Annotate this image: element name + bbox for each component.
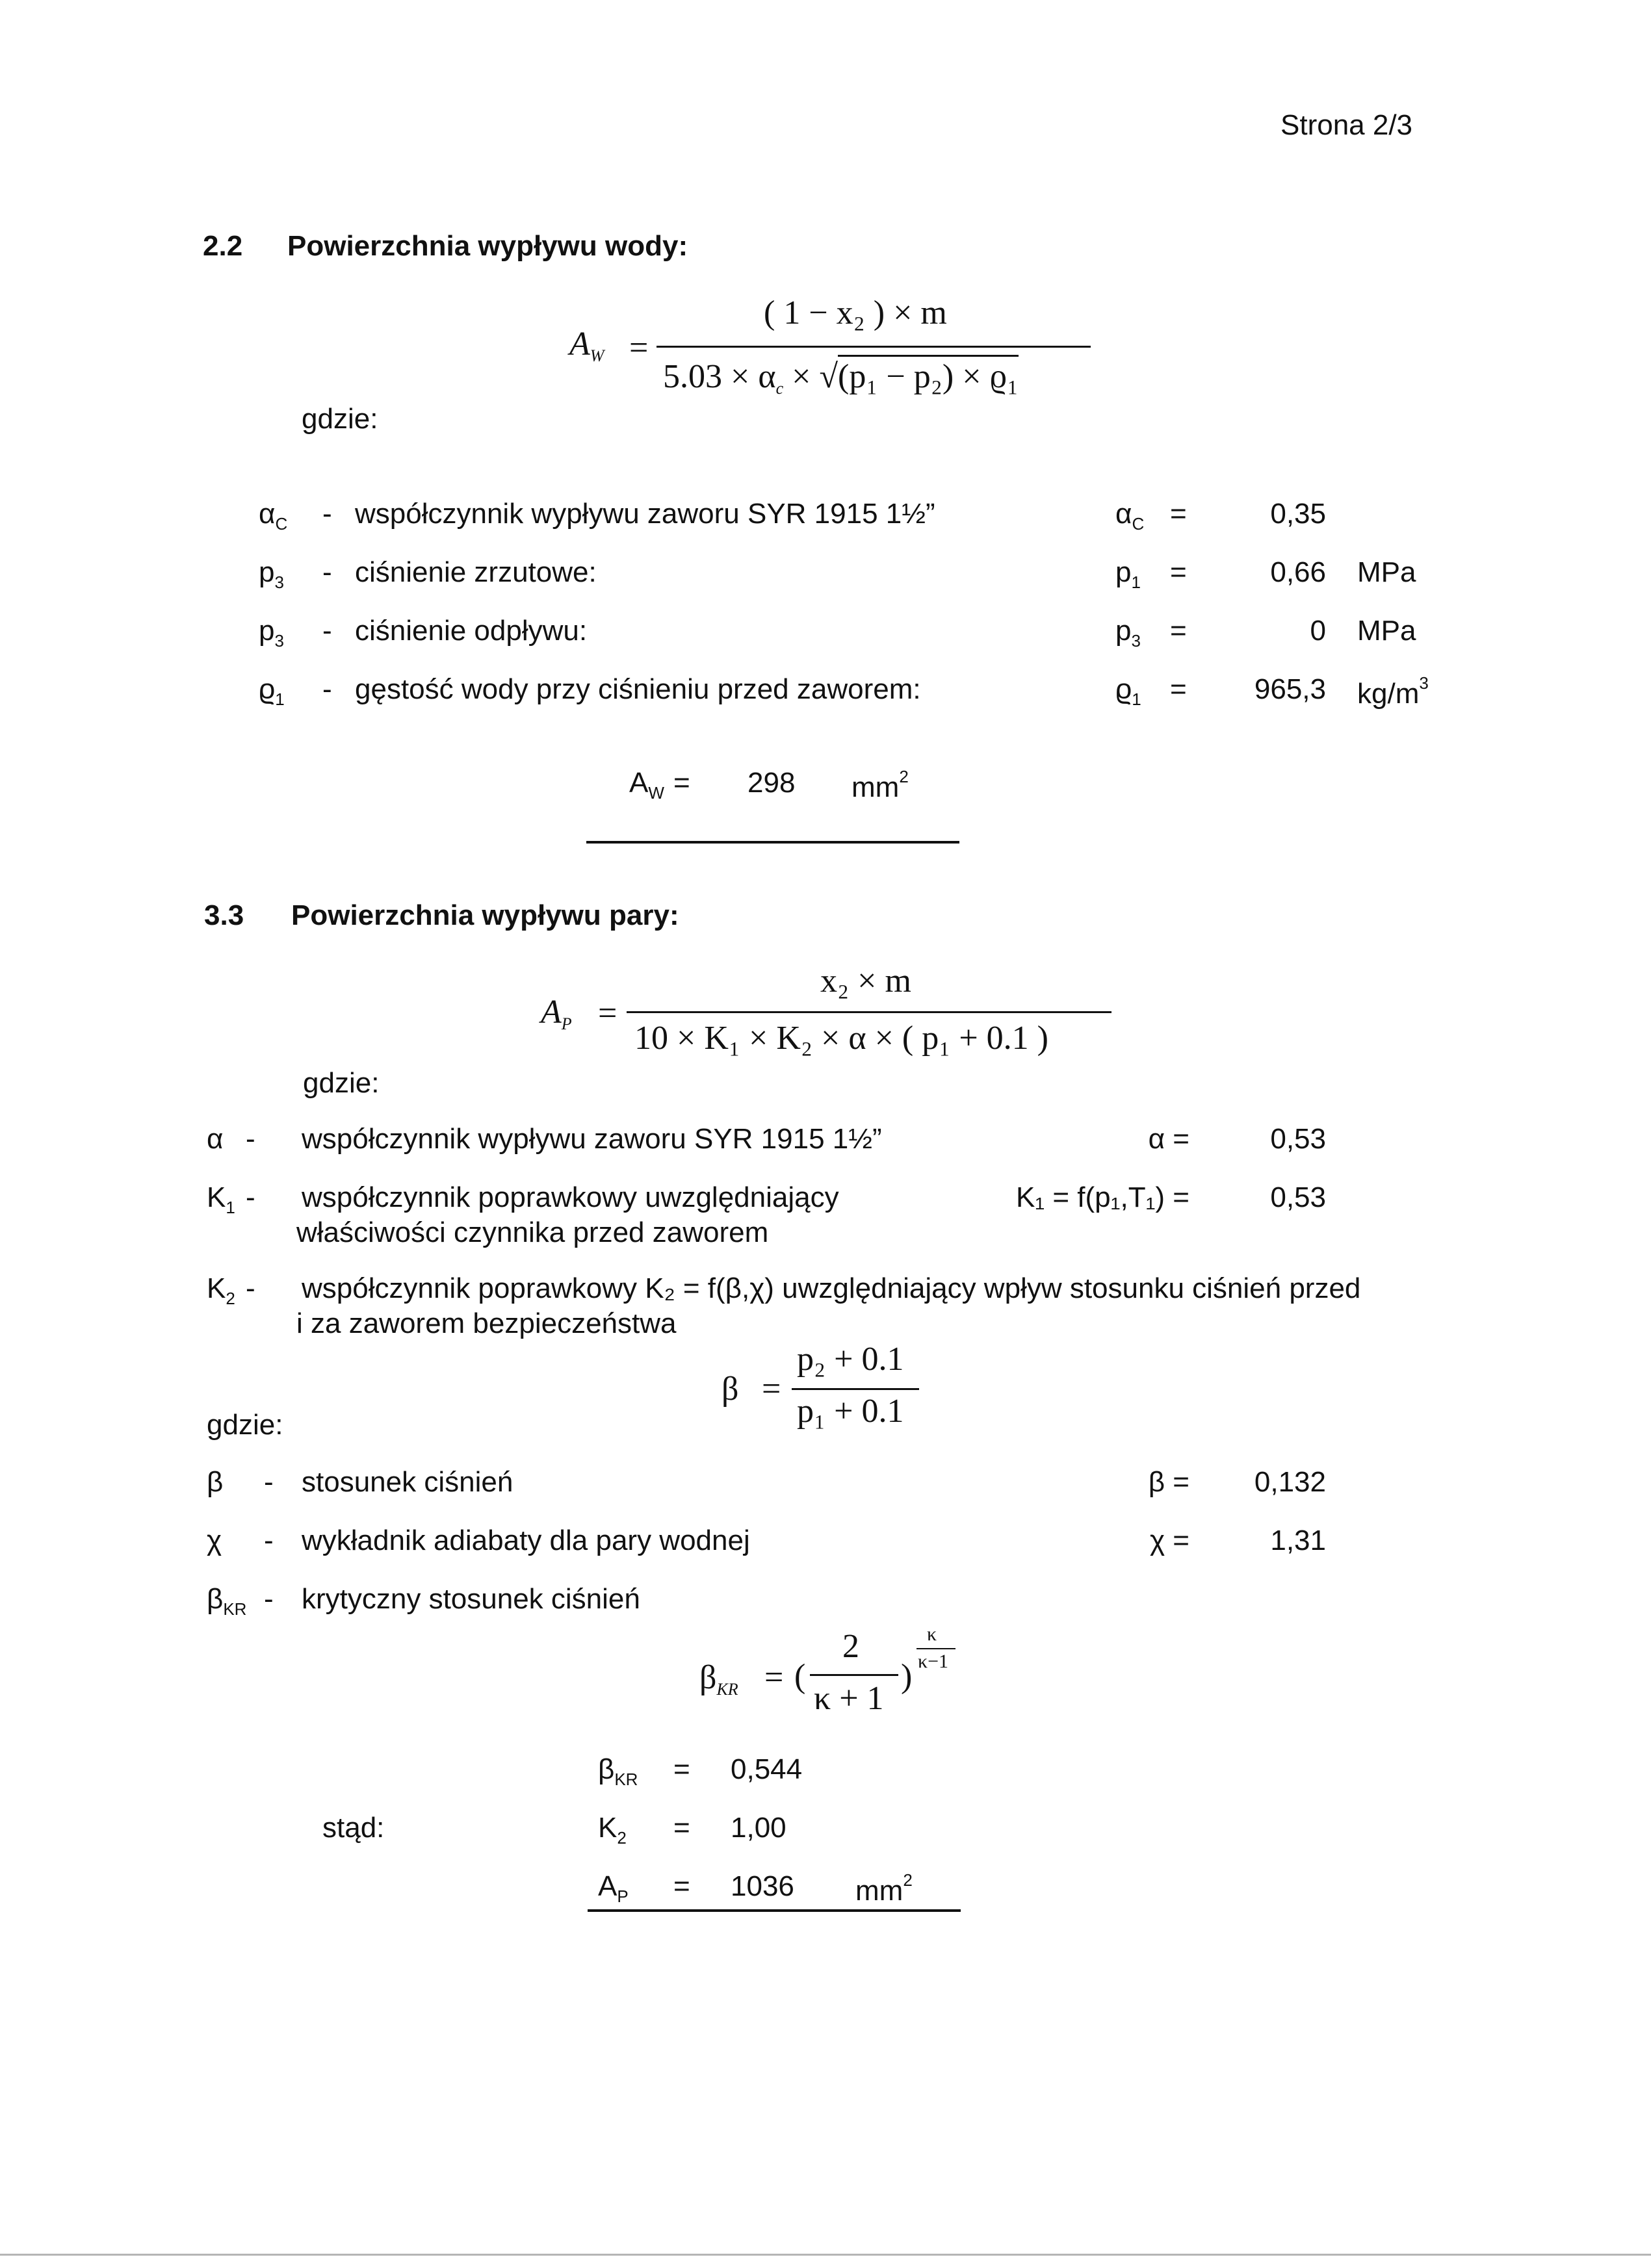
param-right-label: χ =: [1149, 1525, 1190, 1556]
param-symbol: $\alpha_C$: [259, 498, 288, 534]
param-right-symbol: $p_3$: [1115, 615, 1141, 651]
param-value: 965,3: [1254, 673, 1326, 705]
param-symbol: $p_3$: [259, 556, 284, 592]
section-number: 2.2: [203, 230, 243, 262]
where-label: gdzie:: [302, 403, 378, 435]
param-right-label: K₁ = f(p₁,T₁) =: [1015, 1181, 1190, 1213]
param-dash: -: [246, 1181, 255, 1213]
result-value: 1,00: [731, 1812, 786, 1844]
param-value: 1,31: [1270, 1525, 1326, 1556]
param-symbol: $K_2$: [207, 1272, 235, 1308]
beta-formula-denominator: p₁ + 0.1: [797, 1393, 904, 1430]
param-dash: -: [322, 498, 332, 530]
result-equals: =: [673, 1753, 690, 1785]
section-heading: Powierzchnia wypływu pary:: [291, 899, 679, 931]
param-right-label: β =: [1148, 1466, 1190, 1498]
results-label: stąd:: [322, 1812, 385, 1844]
fraction-line: [810, 1674, 898, 1676]
param-symbol: $K_1$: [207, 1181, 235, 1217]
result-symbol: $A_P$: [598, 1870, 629, 1906]
param-unit: MPa: [1357, 615, 1416, 647]
param-equals: =: [1170, 498, 1187, 530]
page-number: Strona 2/3: [1280, 109, 1413, 141]
param-dash: -: [264, 1583, 274, 1615]
param-symbol: $ϱ_1$: [259, 673, 285, 709]
param-symbol: χ: [207, 1525, 222, 1556]
result-symbol: $\beta_{KR}$: [598, 1753, 638, 1789]
param-dash: -: [264, 1466, 274, 1498]
bkr-denominator: κ + 1: [814, 1680, 884, 1717]
result-unit: $mm^2$: [852, 767, 909, 803]
bkr-formula-equals: =: [764, 1659, 784, 1696]
beta-formula-numerator: p₂ + 0.1: [797, 1341, 904, 1378]
fraction-line: [656, 346, 1091, 348]
result-symbol: $K_2$: [598, 1812, 627, 1848]
param-value: 0,66: [1270, 556, 1326, 588]
param-equals: =: [1170, 556, 1187, 588]
param-symbol: β: [207, 1466, 224, 1498]
formula-lhs: $A_P$: [541, 994, 572, 1033]
param-symbol: $\beta_{KR}$: [207, 1583, 247, 1619]
param-dash: -: [322, 556, 332, 588]
param-equals: =: [1170, 615, 1187, 647]
param-right-label: α =: [1148, 1123, 1190, 1155]
param-description: ciśnienie zrzutowe:: [355, 556, 597, 588]
param-value: 0,53: [1270, 1123, 1326, 1155]
param-description: stosunek ciśnień: [302, 1466, 514, 1498]
result-value: 0,544: [731, 1753, 803, 1785]
param-unit: $kg/m^3$: [1357, 673, 1429, 710]
param-description-cont: i za zaworem bezpieczeństwa: [296, 1308, 677, 1339]
param-dash: -: [246, 1123, 255, 1155]
beta-formula-lhs: β: [722, 1371, 739, 1408]
bkr-exp-denominator: κ−1: [918, 1651, 949, 1672]
result-value: 1036: [731, 1870, 794, 1902]
param-symbol: $p_3$: [259, 615, 284, 651]
result-underline: [588, 1909, 961, 1912]
param-description: krytyczny stosunek ciśnień: [302, 1583, 640, 1615]
formula-denominator: 10 × K₁ × K₂ × α × ( p₁ + 0.1 ): [634, 1020, 1048, 1057]
param-description: współczynnik wypływu zaworu SYR 1915 1½”: [355, 498, 935, 530]
bkr-exp-numerator: κ: [927, 1623, 937, 1645]
param-dash: -: [322, 615, 332, 647]
param-description: wykładnik adiabaty dla pary wodnej: [302, 1525, 750, 1556]
param-description: gęstość wody przy ciśnieniu przed zaworem:: [355, 673, 921, 705]
section-number: 3.3: [204, 899, 244, 931]
param-description: współczynnik wypływu zaworu SYR 1915 1½”: [302, 1123, 882, 1155]
param-right-symbol: $\alpha_C$: [1115, 498, 1145, 534]
where-label: gdzie:: [207, 1409, 283, 1441]
scan-border: [0, 2254, 1651, 2256]
where-label: gdzie:: [303, 1067, 380, 1099]
param-description-cont: właściwości czynnika przed zaworem: [296, 1217, 769, 1248]
formula-numerator: ( 1 − x₂ ) × m: [764, 294, 947, 331]
result-equals: =: [673, 1870, 690, 1902]
result-equals: =: [673, 767, 690, 799]
param-description: współczynnik poprawkowy uwzględniający: [302, 1181, 839, 1213]
fraction-line: [792, 1388, 919, 1390]
result-unit: $mm^2$: [855, 1870, 913, 1907]
param-value: 0,35: [1270, 498, 1326, 530]
sqrt-icon: √: [819, 358, 838, 395]
param-right-symbol: $p_1$: [1115, 556, 1141, 592]
formula-equals: =: [629, 329, 649, 367]
param-value: 0: [1310, 615, 1326, 647]
param-description: współczynnik poprawkowy K₂ = f(β,χ) uwzględniający wpływ stosunku ciśnień przed: [302, 1272, 1361, 1304]
bkr-numerator: 2: [842, 1628, 859, 1665]
param-dash: -: [322, 673, 332, 705]
param-right-symbol: $ϱ_1$: [1115, 673, 1141, 709]
param-dash: -: [264, 1525, 274, 1556]
bkr-formula-lhs: $\beta_{KR}$: [699, 1659, 738, 1699]
bkr-close-paren: ): [901, 1658, 913, 1695]
param-symbol: α: [207, 1123, 224, 1155]
result-equals: =: [673, 1812, 690, 1844]
beta-formula-equals: =: [762, 1371, 781, 1408]
result-value: 298: [748, 767, 796, 799]
param-equals: =: [1170, 673, 1187, 705]
result-symbol: $A_W$: [629, 767, 664, 803]
param-description: ciśnienie odpływu:: [355, 615, 588, 647]
param-value: 0,132: [1254, 1466, 1326, 1498]
formula-numerator: x₂ × m: [820, 962, 911, 999]
fraction-line: [627, 1011, 1112, 1013]
result-underline: [586, 841, 959, 844]
formula-lhs: $A_W$: [569, 326, 604, 365]
param-value: 0,53: [1270, 1181, 1326, 1213]
formula-equals: =: [598, 995, 618, 1032]
exp-fraction-line: [916, 1648, 956, 1649]
formula-denominator: $5.03 \times \alpha_c \times √(p_1 - p_2) \times ϱ_1$: [663, 357, 1019, 398]
section-heading: Powierzchnia wypływu wody:: [287, 230, 688, 262]
param-dash: -: [246, 1272, 255, 1304]
param-unit: MPa: [1357, 556, 1416, 588]
bkr-open-paren: (: [794, 1658, 806, 1695]
